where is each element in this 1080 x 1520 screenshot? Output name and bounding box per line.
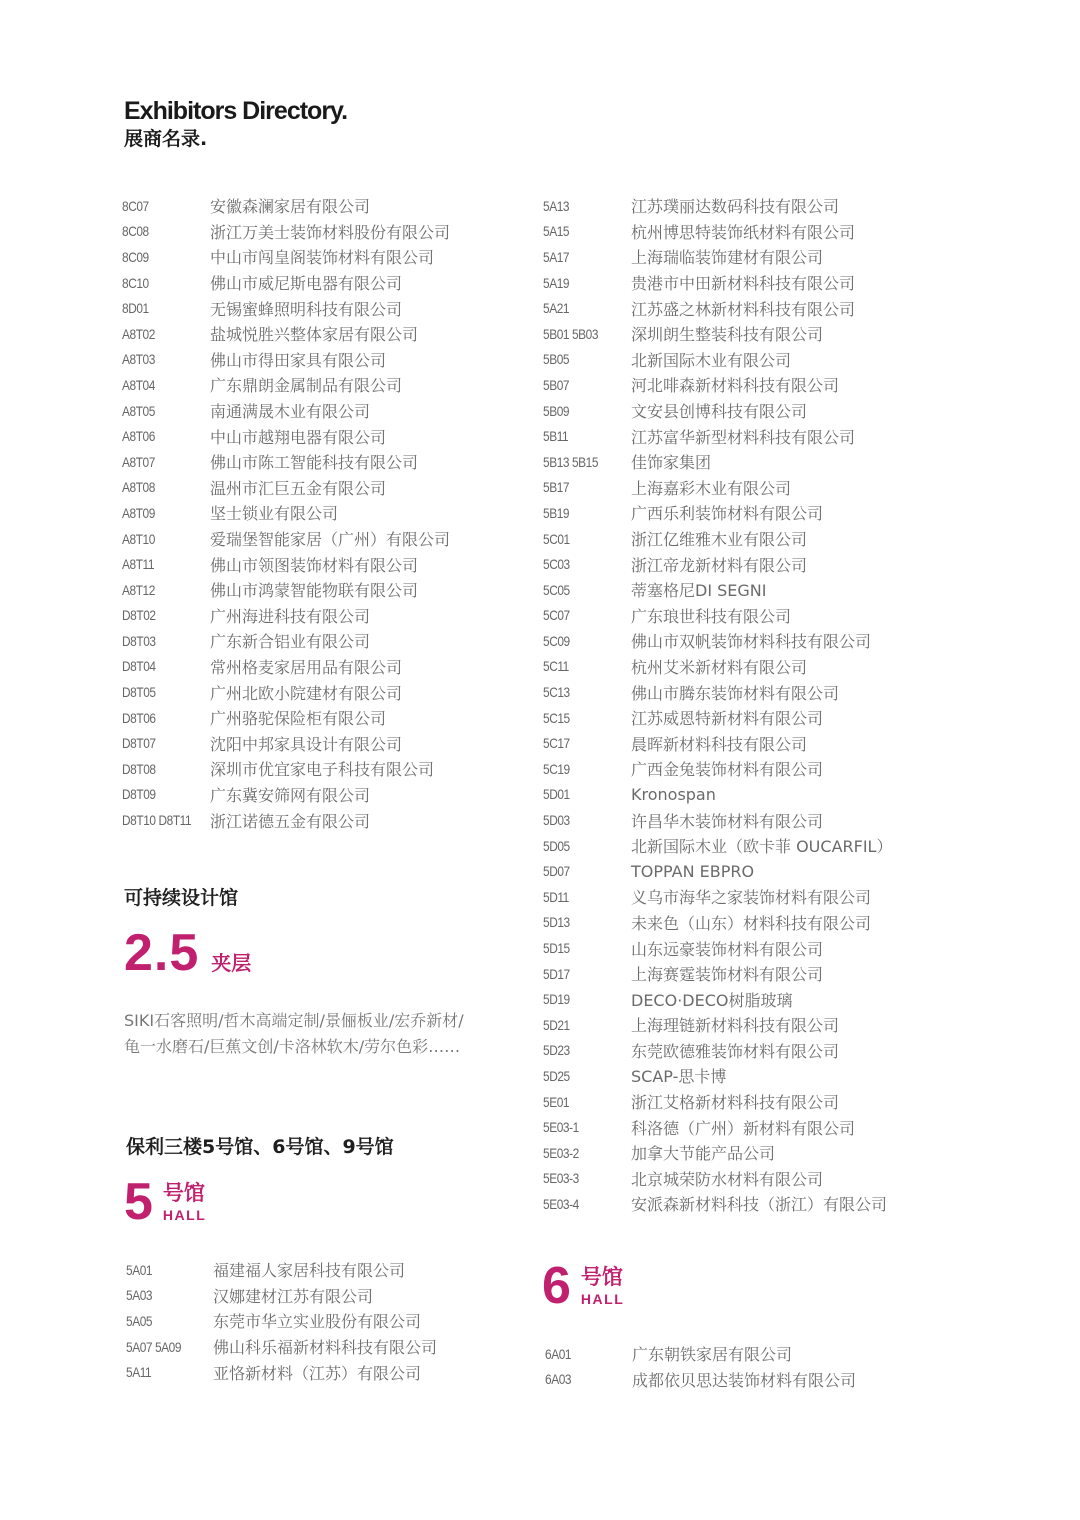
booth-code: 5D21 — [543, 1016, 570, 1033]
exhibitor-row — [122, 526, 451, 552]
exhibitor-row — [543, 193, 840, 219]
exhibitor-row — [122, 730, 403, 756]
company-name: 浙江万美士装饰材料股份有限公司 — [210, 222, 451, 242]
company-name: 杭州艾米新材料有限公司 — [631, 657, 808, 677]
booth-code: 5D25 — [543, 1067, 570, 1084]
booth-code: D8T03 — [122, 632, 156, 649]
company-name: 无锡蜜蜂照明科技有限公司 — [210, 299, 403, 319]
company-name: 浙江诺德五金有限公司 — [210, 811, 371, 831]
company-name: 佛山市威尼斯电器有限公司 — [210, 274, 403, 294]
company-name: 广州海进科技有限公司 — [210, 606, 371, 626]
exhibitor-row — [543, 1191, 888, 1217]
booth-code: 5C19 — [543, 760, 570, 777]
exhibitor-row — [543, 398, 808, 424]
exhibitor-row — [122, 577, 419, 603]
booth-code: A8T06 — [122, 428, 155, 445]
booth-code: 5C11 — [543, 658, 569, 675]
company-name: SCAP-思卡博 — [631, 1067, 727, 1087]
booth-code: 5A19 — [543, 274, 570, 291]
exhibitor-row — [543, 730, 808, 756]
exhibitor-row — [543, 935, 824, 961]
hall-6-badge — [542, 1257, 625, 1315]
exhibitor-row — [122, 244, 435, 270]
company-name: 上海理链新材料科技有限公司 — [631, 1016, 840, 1036]
exhibitor-row — [122, 500, 339, 526]
exhibitor-row — [543, 1012, 840, 1038]
booth-code: 5E03-3 — [543, 1170, 579, 1187]
company-name: 佛山市陈工智能科技有限公司 — [210, 453, 419, 473]
booth-code: 5C09 — [543, 632, 570, 649]
exhibitor-row — [126, 1308, 422, 1334]
exhibitor-row — [543, 270, 856, 296]
company-name: 广东朝铁家居有限公司 — [632, 1345, 793, 1365]
booth-code: 5D03 — [543, 812, 570, 829]
company-name: 中山市越翔电器有限公司 — [210, 427, 387, 447]
hall-5-badge — [124, 1173, 207, 1231]
exhibitor-row — [543, 910, 872, 936]
booth-code: 5D07 — [543, 863, 570, 880]
company-name: 北新国际木业有限公司 — [631, 350, 792, 370]
directory-title — [124, 96, 347, 152]
booth-code: 5E03-1 — [543, 1119, 579, 1136]
exhibitor-row — [543, 577, 767, 603]
booth-code: 5D01 — [543, 786, 570, 803]
booth-code: 5A07 5A09 — [126, 1338, 182, 1355]
floor-label: 夹层 — [211, 951, 252, 975]
company-name: 义乌市海华之家装饰材料有限公司 — [631, 888, 872, 908]
exhibitor-row — [543, 1114, 856, 1140]
booth-code: 5C03 — [543, 556, 570, 573]
booth-code: 5D17 — [543, 965, 570, 982]
company-name: 广州骆驼保险柜有限公司 — [210, 709, 387, 729]
booth-code: A8T07 — [122, 453, 155, 470]
exhibitor-row — [543, 1063, 727, 1089]
company-name: 贵港市中田新材料科技有限公司 — [631, 274, 856, 294]
booth-code: D8T09 — [122, 786, 156, 803]
company-name: 加拿大节能产品公司 — [631, 1144, 776, 1164]
booth-code: 5B19 — [543, 504, 570, 521]
booth-code: 5B05 — [543, 351, 570, 368]
exhibitor-row — [543, 705, 824, 731]
company-name: 广西乐利装饰材料有限公司 — [631, 504, 824, 524]
exhibitor-row — [543, 833, 893, 859]
exhibitor-row — [122, 347, 387, 373]
exhibitor-row — [543, 1089, 840, 1115]
booth-code: 5A21 — [543, 300, 570, 317]
title-english: Exhibitors Directory. — [124, 97, 348, 125]
company-name: 东莞欧德雅装饰材料有限公司 — [631, 1041, 840, 1061]
exhibitor-row — [122, 449, 419, 475]
company-name: 文安县创博科技有限公司 — [631, 402, 808, 422]
booth-code: A8T03 — [122, 351, 155, 368]
company-name: 科洛德（广州）新材料有限公司 — [631, 1118, 856, 1138]
exhibitor-row — [122, 756, 435, 782]
booth-code: 5D15 — [543, 940, 570, 957]
company-name: 上海嘉彩木业有限公司 — [631, 478, 792, 498]
booth-code: 5C07 — [543, 607, 570, 624]
booth-code: 8C07 — [122, 197, 149, 214]
exhibitor-row — [122, 807, 371, 833]
booth-code: 6A03 — [545, 1371, 572, 1388]
hall-label-en: HALL — [162, 1206, 207, 1223]
company-name: 坚士锁业有限公司 — [210, 504, 339, 524]
exhibitor-row — [545, 1341, 793, 1367]
exhibitor-row — [122, 679, 403, 705]
floor-badge — [124, 923, 251, 983]
hall-number: 5 — [124, 1173, 153, 1231]
exhibitor-row — [126, 1283, 374, 1309]
company-name: 佛山市鸿蒙智能物联有限公司 — [210, 581, 419, 601]
booth-code: 5A13 — [543, 197, 570, 214]
company-name: Kronospan — [631, 784, 716, 804]
exhibitor-row — [543, 1166, 824, 1192]
booth-code: 5A17 — [543, 248, 570, 265]
company-name: 常州格麦家居用品有限公司 — [210, 657, 403, 677]
booth-code: 5C15 — [543, 709, 570, 726]
booth-code: 5C01 — [543, 530, 570, 547]
exhibitor-row — [543, 500, 824, 526]
exhibitor-row — [122, 270, 403, 296]
hall-label-en: HALL — [580, 1290, 625, 1307]
booth-code: 5B11 — [543, 428, 569, 445]
exhibitor-row — [543, 347, 792, 373]
exhibitor-row — [543, 628, 872, 654]
booth-code: A8T10 — [122, 530, 155, 547]
company-name: 安徽森澜家居有限公司 — [210, 197, 371, 217]
company-name: 江苏威恩特新材料有限公司 — [631, 709, 824, 729]
company-name: 浙江艾格新材料科技有限公司 — [631, 1093, 840, 1113]
company-name: TOPPAN EBPRO — [631, 861, 755, 881]
exhibitor-row — [122, 782, 371, 808]
company-name: 深圳朗生整装科技有限公司 — [631, 325, 824, 345]
booth-code: A8T04 — [122, 376, 155, 393]
company-name: 温州市汇巨五金有限公司 — [210, 478, 387, 498]
exhibitor-row — [543, 372, 840, 398]
booth-code: 5C17 — [543, 735, 570, 752]
title-chinese: 展商名录. — [124, 128, 208, 150]
company-name: 上海瑞临装饰建材有限公司 — [631, 248, 824, 268]
booth-code: 6A01 — [545, 1345, 572, 1362]
exhibitor-row — [543, 219, 856, 245]
exhibitor-row — [543, 295, 856, 321]
company-name: 上海赛霆装饰材料有限公司 — [631, 965, 824, 985]
company-name: 晨晖新材料科技有限公司 — [631, 734, 808, 754]
company-name: 佛山市得田家具有限公司 — [210, 350, 387, 370]
company-name: 深圳市优宜家电子科技有限公司 — [210, 760, 435, 780]
company-name: 浙江亿维雅木业有限公司 — [631, 530, 808, 550]
exhibitor-row — [543, 551, 808, 577]
booth-code: 5D23 — [543, 1042, 570, 1059]
exhibitor-row — [122, 475, 387, 501]
exhibitor-row — [122, 654, 403, 680]
booth-code: D8T06 — [122, 709, 156, 726]
sustainable-hall-heading: 可持续设计馆 — [124, 887, 239, 909]
company-name: 爱瑞堡智能家居（广州）有限公司 — [210, 530, 451, 550]
company-name: 亚恪新材料（江苏）有限公司 — [213, 1363, 422, 1383]
exhibitor-row — [122, 423, 387, 449]
exhibitor-row — [543, 449, 712, 475]
company-name: 江苏富华新型材料科技有限公司 — [631, 427, 856, 447]
company-name: 南通满晟木业有限公司 — [210, 402, 371, 422]
company-name: 蒂塞格尼DI SEGNI — [631, 581, 767, 601]
exhibitor-list-hall6 — [545, 1341, 857, 1392]
booth-code: D8T02 — [122, 607, 156, 624]
exhibitor-row — [122, 321, 419, 347]
exhibitor-list-left — [122, 193, 451, 833]
exhibitor-row — [543, 526, 808, 552]
booth-code: 8D01 — [122, 300, 149, 317]
booth-code: 5E03-4 — [543, 1195, 579, 1212]
booth-code: 8C08 — [122, 223, 149, 240]
company-name: 佛山市领图装饰材料有限公司 — [210, 555, 419, 575]
exhibitor-row — [543, 807, 824, 833]
exhibitor-row — [122, 628, 371, 654]
exhibitor-row — [543, 654, 808, 680]
company-name: 汉娜建材江苏有限公司 — [213, 1286, 374, 1306]
company-name: 中山市闯皇阁装饰材料有限公司 — [210, 248, 435, 268]
booth-code: 5A05 — [126, 1312, 153, 1329]
booth-code: 5A11 — [126, 1364, 152, 1381]
booth-code: D8T04 — [122, 658, 156, 675]
exhibitor-row — [543, 782, 716, 808]
booth-code: 5B07 — [543, 376, 570, 393]
company-name: 北新国际木业（欧卡菲 OUCARFIL） — [631, 837, 893, 857]
exhibitor-row — [543, 858, 755, 884]
floor-number: 2.5 — [124, 924, 200, 982]
booth-code: D8T10 D8T11 — [122, 812, 192, 829]
company-name: 安派森新材料科技（浙江）有限公司 — [631, 1195, 888, 1215]
exhibitor-row — [545, 1367, 857, 1393]
booth-code: 5A03 — [126, 1287, 153, 1304]
exhibitor-row — [122, 193, 371, 219]
company-name: 杭州博思特装饰纸材料有限公司 — [631, 222, 856, 242]
company-name: 盐城悦胜兴整体家居有限公司 — [210, 325, 419, 345]
booth-code: 5A01 — [126, 1261, 153, 1278]
company-name: 河北啡森新材料科技有限公司 — [631, 376, 840, 396]
booth-code: A8T08 — [122, 479, 155, 496]
company-name: 许昌华木装饰材料有限公司 — [631, 811, 824, 831]
company-name: 福建福人家居科技有限公司 — [213, 1261, 406, 1281]
booth-code: A8T02 — [122, 325, 155, 342]
company-name: DECO·DECO树脂玻璃 — [631, 990, 793, 1010]
booth-code: 5B13 5B15 — [543, 453, 599, 470]
booth-code: 5B09 — [543, 402, 570, 419]
company-name: 未来色（山东）材料科技有限公司 — [631, 913, 872, 933]
exhibitor-list-hall5 — [126, 1257, 438, 1385]
exhibitor-row — [122, 705, 387, 731]
company-name: 浙江帝龙新材料有限公司 — [631, 555, 808, 575]
company-name: 北京城荣防水材料有限公司 — [631, 1169, 824, 1189]
exhibitor-row — [543, 321, 824, 347]
company-name: 广东琅世科技有限公司 — [631, 606, 792, 626]
company-name: 广州北欧小院建材有限公司 — [210, 683, 403, 703]
exhibitor-row — [126, 1257, 406, 1283]
booth-code: A8T05 — [122, 402, 155, 419]
booth-code: 5D11 — [543, 888, 569, 905]
exhibitor-row — [122, 551, 419, 577]
exhibitor-row — [543, 679, 840, 705]
company-name: 广东鼎朗金属制品有限公司 — [210, 376, 403, 396]
booth-code: A8T12 — [122, 581, 155, 598]
company-name: 佛山市双帆装饰材料科技有限公司 — [631, 632, 872, 652]
booth-code: 5C05 — [543, 581, 570, 598]
company-name: 山东远豪装饰材料有限公司 — [631, 939, 824, 959]
company-name: 江苏璞丽达数码科技有限公司 — [631, 197, 840, 217]
company-name: 沈阳中邦家具设计有限公司 — [210, 734, 403, 754]
booth-code: 8C10 — [122, 274, 149, 291]
company-name: 东莞市华立实业股份有限公司 — [213, 1312, 422, 1332]
exhibitor-row — [543, 1140, 776, 1166]
exhibitor-row — [543, 756, 824, 782]
booth-code: 5D05 — [543, 837, 570, 854]
hall-number: 6 — [542, 1257, 571, 1315]
exhibitor-row — [543, 986, 793, 1012]
booth-code: D8T08 — [122, 760, 156, 777]
exhibitor-row — [543, 475, 792, 501]
company-name: 佛山市腾东装饰材料有限公司 — [631, 683, 840, 703]
company-name: 广东冀安筛网有限公司 — [210, 785, 371, 805]
exhibitor-row — [122, 372, 403, 398]
booth-code: D8T05 — [122, 684, 156, 701]
exhibitor-row — [122, 295, 403, 321]
company-name: 佛山科乐福新材料科技有限公司 — [213, 1338, 438, 1358]
exhibitor-row — [543, 884, 872, 910]
exhibitor-row — [126, 1359, 422, 1385]
booth-code: 5B01 5B03 — [543, 325, 599, 342]
exhibitor-row — [543, 603, 792, 629]
sustainable-brands-text: SIKI石客照明/哲木高端定制/景俪板业/宏乔新材/龟一水磨石/巨蕉文创/卡洛林软木/劳尔色彩…… — [124, 1011, 464, 1056]
hall-label-cn: 号馆 — [580, 1264, 623, 1289]
poly-halls-heading: 保利三楼5号馆、6号馆、9号馆 — [126, 1136, 394, 1158]
exhibitor-row — [543, 423, 856, 449]
exhibitor-list-right — [543, 193, 893, 1217]
booth-code: 5E01 — [543, 1093, 570, 1110]
booth-code: 8C09 — [122, 248, 149, 265]
company-name: 广西金兔装饰材料有限公司 — [631, 760, 824, 780]
exhibitor-row — [543, 961, 824, 987]
exhibitor-row — [122, 219, 451, 245]
booth-code: 5C13 — [543, 684, 570, 701]
booth-code: 5B17 — [543, 479, 570, 496]
booth-code: 5D19 — [543, 991, 570, 1008]
exhibitor-row — [543, 1038, 840, 1064]
booth-code: 5E03-2 — [543, 1144, 579, 1161]
exhibitor-row — [122, 603, 371, 629]
company-name: 佳饰家集团 — [631, 453, 712, 473]
company-name: 江苏盛之林新材料科技有限公司 — [631, 299, 856, 319]
hall-label-cn: 号馆 — [162, 1180, 205, 1205]
exhibitor-row — [543, 244, 824, 270]
booth-code: A8T11 — [122, 556, 155, 573]
booth-code: D8T07 — [122, 735, 156, 752]
company-name: 广东新合铝业有限公司 — [210, 632, 371, 652]
exhibitor-row — [126, 1334, 438, 1360]
booth-code: A8T09 — [122, 504, 155, 521]
exhibitor-row — [122, 398, 371, 424]
booth-code: 5A15 — [543, 223, 570, 240]
booth-code: 5D13 — [543, 914, 570, 931]
company-name: 成都依贝思达装饰材料有限公司 — [632, 1370, 857, 1390]
